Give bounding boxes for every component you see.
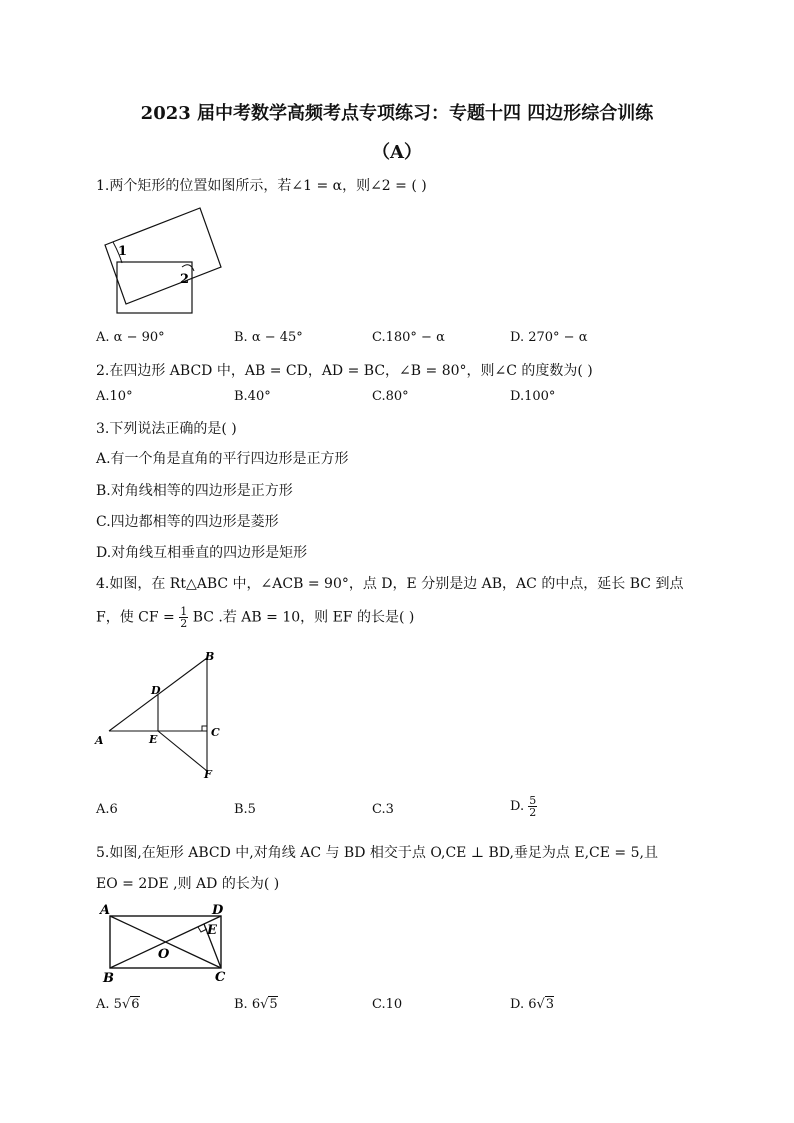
q1-option-d: D. 270° − α [510, 330, 588, 345]
q3-option-a: A.有一个角是直角的平行四边形是正方形 [96, 451, 349, 467]
q4-label-c: C [211, 726, 220, 739]
q3-option-c: C.四边都相等的四边形是菱形 [96, 514, 279, 530]
q4-option-d-num: 5 [529, 794, 537, 807]
q4-option-d-prefix: D. [510, 799, 525, 814]
q5-label-e: E [207, 923, 217, 938]
q1-option-b: B. α − 45° [234, 330, 303, 345]
q5-option-a-prefix: A. 5 [96, 997, 122, 1012]
q1-label-2: 2 [180, 272, 190, 287]
q5-label-c: C [215, 970, 226, 985]
q4-label-e: E [149, 733, 158, 746]
q4-option-d-fraction [528, 795, 537, 818]
q3-option-b: B.对角线相等的四边形是正方形 [96, 483, 293, 499]
q4-label-f: F [204, 768, 212, 781]
q4-stem-line2-b: BC .若 AB = 10，则 EF 的长是( ) [192, 609, 415, 626]
q3-stem: 3.下列说法正确的是( ) [96, 421, 237, 437]
q5-option-a: A. 5√6 [96, 997, 140, 1012]
q5-option-b: B. 6√5 [234, 997, 278, 1012]
q2-stem: 2.在四边形 ABCD 中，AB = CD，AD = BC，∠B = 80°，则∠C 的度数为( ) [96, 363, 593, 379]
q1-rect-bottom [117, 262, 192, 313]
q2-option-d: D.100° [510, 389, 556, 404]
q5-label-d: D [212, 903, 224, 918]
q4-option-d-den: 2 [529, 806, 537, 819]
q4-option-c: C.3 [372, 802, 394, 817]
q4-label-b: B [205, 650, 215, 663]
q4-fraction-den: 2 [180, 617, 188, 630]
q5-option-d: D. 6√3 [510, 997, 555, 1012]
q5-option-c: C.10 [372, 997, 403, 1012]
q1-stem: 1.两个矩形的位置如图所示，若∠1 = α，则∠2 = ( ) [96, 178, 427, 194]
q4-option-a: A.6 [96, 802, 118, 817]
q5-option-a-root: 6 [131, 997, 140, 1012]
q5-option-b-root: 5 [269, 997, 278, 1012]
q1-option-c: C.180° − α [372, 330, 445, 345]
q4-stem-line1: 4.如图，在 Rt△ABC 中，∠ACB = 90°，点 D，E 分别是边 AB，AC 的中点，延长 BC 到点 [96, 576, 684, 592]
q1-label-1: 1 [118, 244, 128, 259]
q4-fraction [179, 606, 188, 629]
q2-option-a: A.10° [96, 389, 133, 404]
q5-option-d-prefix: D. 6 [510, 997, 537, 1012]
q5-stem-line2: EO = 2DE ,则 AD 的长为( ) [96, 876, 280, 892]
page-title: 2023 届中考数学高频考点专项练习：专题十四 四边形综合训练 [140, 103, 654, 124]
q5-label-o: O [158, 947, 170, 962]
q5-option-d-root: 3 [545, 997, 555, 1012]
q4-figure [92, 648, 232, 788]
q1-figure [100, 205, 230, 320]
q5-figure [98, 900, 238, 986]
q3-option-d: D.对角线互相垂直的四边形是矩形 [96, 545, 308, 561]
page-subtitle: （A） [372, 142, 422, 163]
q5-stem-line1: 5.如图,在矩形 ABCD 中,对角线 AC 与 BD 相交于点 O,CE ⊥ BD,垂足为点 E,CE = 5,且 [96, 845, 658, 861]
q4-option-b: B.5 [234, 802, 256, 817]
q4-fraction-num: 1 [180, 605, 188, 618]
q5-option-b-prefix: B. 6 [234, 997, 261, 1012]
q1-option-a: A. α − 90° [96, 330, 165, 345]
q2-option-c: C.80° [372, 389, 409, 404]
q2-option-b: B.40° [234, 389, 271, 404]
q4-stem-line2-a: F，使 CF = [96, 609, 175, 626]
q5-label-a: A [100, 903, 111, 918]
q4-label-d: D [151, 684, 161, 697]
q4-option-d [510, 795, 537, 818]
q4-label-a: A [95, 734, 104, 747]
q4-stem-line2 [96, 606, 414, 629]
q5-label-b: B [103, 971, 114, 986]
